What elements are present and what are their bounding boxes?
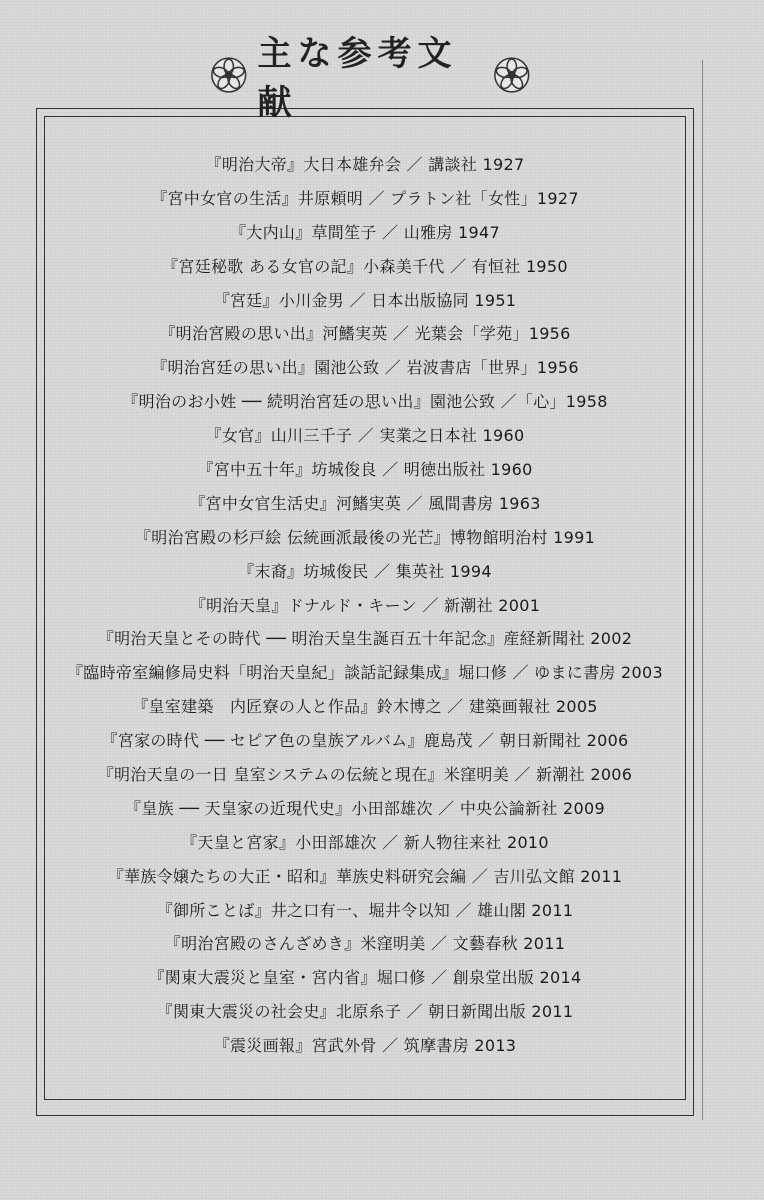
reference-item: 『宮中女官生活史』河鰭実英 ／ 風間書房 1963	[189, 493, 541, 513]
reference-item: 『宮中五十年』坊城俊良 ／ 明徳出版社 1960	[197, 460, 533, 480]
reference-item: 『関東大震災と皇室・宮内省』堀口修 ／ 創泉堂出版 2014	[148, 968, 582, 988]
reference-item: 『大内山』草間笙子 ／ 山雅房 1947	[230, 222, 500, 242]
page-title: 主な参考文献	[257, 34, 458, 123]
reference-item: 『臨時帝室編修局史料「明治天皇紀」談話記録集成』堀口修 ／ ゆまに書房 2003	[67, 663, 663, 683]
reference-item: 『女官』山川三千子 ／ 実業之日本社 1960	[205, 426, 525, 446]
reference-item: 『宮廷』小川金男 ／ 日本出版協同 1951	[213, 290, 517, 310]
reference-item: 『華族令嬢たちの大正・昭和』華族史料研究会編 ／ 吉川弘文館 2011	[107, 866, 623, 886]
reference-item: 『明治大帝』大日本雄弁会 ／ 講談社 1927	[205, 155, 525, 174]
reference-item: 『明治天皇』ドナルド・キーン ／ 新潮社 2001	[189, 595, 541, 615]
reference-item: 『明治天皇とその時代 ── 明治天皇生誕百五十年記念』産経新聞社 2002	[97, 629, 633, 649]
reference-item: 『明治のお小姓 ── 続明治宮廷の思い出』園池公致 ／「心」1958	[122, 392, 608, 412]
reference-item: 『皇族 ── 天皇家の近現代史』小田部雄次 ／ 中央公論新社 2009	[125, 798, 605, 818]
reference-item: 『御所ことば』井之口有一、堀井令以知 ／ 雄山閣 2011	[156, 900, 574, 920]
flower-crest-icon	[210, 55, 248, 95]
flower-crest-icon	[493, 55, 531, 95]
reference-item: 『明治宮殿の思い出』河鰭実英 ／ 光葉会「学苑」1956	[159, 324, 571, 344]
reference-item: 『宮家の時代 ── セピア色の皇族アルバム』鹿島茂 ／ 朝日新聞社 2006	[101, 731, 629, 751]
reference-item: 『明治天皇の一日 皇室システムの伝統と現在』米窪明美 ／ 新潮社 2006	[97, 765, 633, 785]
reference-item: 『宮中女官の生活』井原頼明 ／ プラトン社「女性」1927	[151, 188, 579, 208]
reference-item: 『明治宮殿のさんざめき』米窪明美 ／ 文藝春秋 2011	[164, 934, 566, 954]
reference-item: 『宮廷秘歌 ある女官の記』小森美千代 ／ 有恒社 1950	[162, 256, 568, 276]
reference-item: 『明治宮殿の杉戸絵 伝統画派最後の光芒』博物館明治村 1991	[134, 527, 596, 547]
reference-item: 『明治宮廷の思い出』園池公致 ／ 岩波書店「世界」1956	[151, 358, 579, 378]
reference-item: 『関東大震災の社会史』北原糸子 ／ 朝日新聞出版 2011	[156, 1002, 574, 1022]
page-header	[210, 34, 530, 123]
reference-list	[50, 148, 680, 1063]
reference-item: 『震災画報』宮武外骨 ／ 筑摩書房 2013	[213, 1036, 517, 1056]
reference-item: 『末裔』坊城俊民 ／ 集英社 1994	[238, 561, 492, 581]
reference-item: 『天皇と宮家』小田部雄次 ／ 新人物往来社 2010	[181, 832, 549, 852]
reference-item: 『皇室建築 内匠寮の人と作品』鈴木博之 ／ 建築画報社 2005	[132, 697, 598, 717]
margin-rule	[702, 60, 703, 1120]
